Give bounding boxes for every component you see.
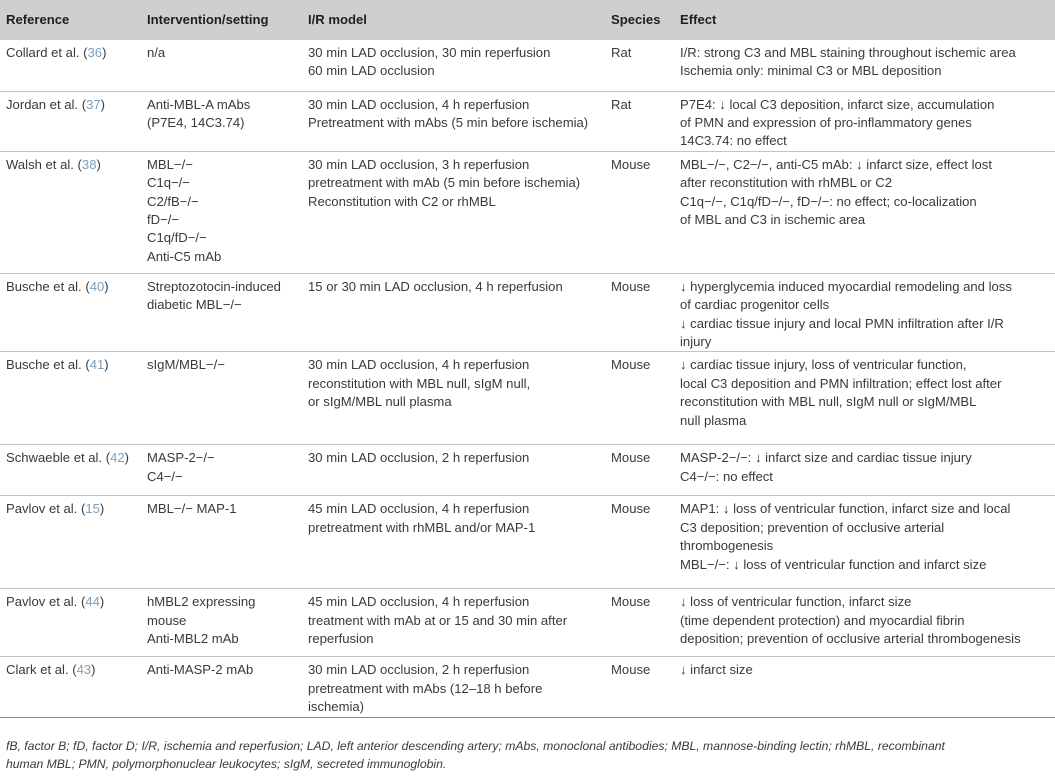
- reference-author: Busche et al.: [6, 357, 82, 373]
- cell-reference: Busche et al. (40): [0, 273, 141, 352]
- cell-effect: [674, 657, 1055, 717]
- cell-effect-line: of MBL and C3 in ischemic area: [680, 211, 866, 227]
- cell-reference: Clark et al. (43): [0, 657, 141, 717]
- cell-effect-line: MBL−/−, C2−/−, anti-C5 mAb: ↓ infarct size, effect lost: [680, 156, 992, 172]
- cell-intervention-line: diabetic MBL−/−: [147, 297, 242, 313]
- reference-author: Schwaeble et al.: [6, 450, 103, 466]
- cell-effect-line: P7E4: ↓ local C3 deposition, infarct size, accumulation: [680, 96, 995, 112]
- cell-ir-model: [302, 91, 605, 151]
- cell-ir-model: [302, 657, 605, 717]
- cell-effect: [674, 273, 1055, 352]
- cell-effect-line: 14C3.74: no effect: [680, 133, 787, 149]
- table-header-row: [0, 0, 1055, 40]
- cell-intervention: [141, 91, 302, 151]
- cell-intervention-line: Anti-MBL-A mAbs: [147, 96, 251, 112]
- cell-intervention-line: MASP-2−/−: [147, 450, 215, 466]
- table-row: [0, 589, 1055, 657]
- cell-ir-model: [302, 273, 605, 352]
- cell-effect-line: local C3 deposition and PMN infiltration; effect lost after: [680, 375, 1002, 391]
- cell-effect-line: injury: [680, 333, 712, 349]
- citation-link[interactable]: 42: [110, 450, 125, 466]
- cell-effect-line: deposition; prevention of occlusive arterial thrombogenesis: [680, 631, 1021, 647]
- cell-ir-model: [302, 445, 605, 496]
- cell-intervention-line: Anti-MASP-2 mAb: [147, 662, 254, 678]
- cell-effect-line: ↓ cardiac tissue injury and local PMN infiltration after I/R: [680, 315, 1004, 331]
- cell-effect-line: C1q−/−, C1q/fD−/−, fD−/−: no effect; co-localization: [680, 193, 977, 209]
- cell-effect: [674, 496, 1055, 589]
- cell-effect-line: MBL−/−: ↓ loss of ventricular function and infarct size: [680, 556, 987, 572]
- cell-ir-model-line: treatment with mAb at or 15 and 30 min after: [308, 612, 568, 628]
- cell-ir-model-line: 30 min LAD occlusion, 4 h reperfusion: [308, 357, 530, 373]
- cell-intervention-line: hMBL2 expressing: [147, 594, 256, 610]
- cell-ir-model-line: 30 min LAD occlusion, 4 h reperfusion: [308, 96, 530, 112]
- cell-effect: [674, 40, 1055, 91]
- cell-intervention-line: fD−/−: [147, 211, 180, 227]
- cell-intervention-line: C1q/fD−/−: [147, 230, 207, 246]
- cell-reference: Pavlov et al. (44): [0, 589, 141, 657]
- cell-effect-line: C4−/−: no effect: [680, 468, 773, 484]
- cell-effect-line: of PMN and expression of pro-inflammatory genes: [680, 114, 972, 130]
- cell-effect-line: MASP-2−/−: ↓ infarct size and cardiac tissue injury: [680, 450, 972, 466]
- cell-intervention-line: Streptozotocin-induced: [147, 278, 281, 294]
- cell-effect-line: ↓ cardiac tissue injury, loss of ventricular function,: [680, 357, 967, 373]
- reference-author: Collard et al.: [6, 45, 80, 60]
- cell-intervention: [141, 445, 302, 496]
- cell-ir-model-line: 30 min LAD occlusion, 3 h reperfusion: [308, 156, 530, 172]
- cell-intervention: [141, 151, 302, 273]
- reference-author: Pavlov et al.: [6, 501, 78, 517]
- cell-reference: Collard et al. (36): [0, 40, 141, 91]
- cell-effect-line: ↓ hyperglycemia induced myocardial remodeling and loss: [680, 278, 1012, 294]
- cell-ir-model-line: pretreatment with mAb (5 min before ischemia): [308, 175, 581, 191]
- cell-ir-model: [302, 151, 605, 273]
- cell-intervention-line: n/a: [147, 45, 166, 60]
- cell-intervention-line: mouse: [147, 612, 187, 628]
- cell-species: Rat: [605, 91, 674, 151]
- cell-intervention: [141, 40, 302, 91]
- citation-link[interactable]: 36: [87, 45, 103, 60]
- cell-intervention-line: (P7E4, 14C3.74): [147, 114, 245, 130]
- cell-species: Mouse: [605, 445, 674, 496]
- cell-ir-model-line: 45 min LAD occlusion, 4 h reperfusion: [308, 501, 530, 517]
- cell-ir-model-line: 30 min LAD occlusion, 2 h reperfusion: [308, 662, 530, 678]
- cell-effect-line: of cardiac progenitor cells: [680, 297, 830, 313]
- cell-effect-line: C3 deposition; prevention of occlusive arterial: [680, 519, 945, 535]
- cell-effect-line: MAP1: ↓ loss of ventricular function, infarct size and local: [680, 501, 1011, 517]
- reference-author: Jordan et al.: [6, 96, 79, 112]
- cell-reference: Busche et al. (41): [0, 352, 141, 445]
- cell-species: Mouse: [605, 589, 674, 657]
- cell-species: Mouse: [605, 151, 674, 273]
- footnote-line: human MBL; PMN, polymorphonuclear leukocytes; sIgM, secreted immunoglobin.: [6, 756, 447, 771]
- citation-link[interactable]: 37: [86, 96, 101, 112]
- table-row: [0, 40, 1055, 91]
- cell-ir-model: [302, 496, 605, 589]
- header-effect: Effect: [680, 11, 717, 27]
- cell-ir-model-line: ischemia): [308, 699, 365, 715]
- reference-author: Pavlov et al.: [6, 594, 78, 610]
- citation-link[interactable]: 44: [85, 594, 100, 610]
- citation-link[interactable]: 15: [85, 501, 100, 517]
- cell-intervention-line: Anti-MBL2 mAb: [147, 631, 239, 647]
- citation-link[interactable]: 40: [89, 278, 105, 294]
- cell-intervention-line: C1q−/−: [147, 175, 190, 191]
- cell-effect-line: ↓ loss of ventricular function, infarct size: [680, 594, 912, 610]
- cell-intervention-line: C4−/−: [147, 468, 183, 484]
- table-footnote: [6, 738, 1046, 773]
- reference-author: Clark et al.: [6, 662, 69, 678]
- cell-reference: Jordan et al. (37): [0, 91, 141, 151]
- cell-reference: Walsh et al. (38): [0, 151, 141, 273]
- table-body: [0, 40, 1055, 717]
- table-row: [0, 445, 1055, 496]
- cell-intervention: [141, 273, 302, 352]
- footnote-line: fB, factor B; fD, factor D; I/R, ischemia and reperfusion; LAD, left anterior descending artery; mAbs, monoclonal antibodies; MBL, mannose-binding lectin; rhMBL, recombinant: [6, 739, 945, 753]
- table-row: [0, 352, 1055, 445]
- cell-effect: [674, 445, 1055, 496]
- cell-intervention-line: C2/fB−/−: [147, 193, 199, 209]
- cell-effect: [674, 352, 1055, 445]
- cell-ir-model-line: pretreatment with rhMBL and/or MAP-1: [308, 519, 536, 535]
- cell-intervention: [141, 589, 302, 657]
- cell-ir-model: [302, 589, 605, 657]
- cell-effect: [674, 91, 1055, 151]
- cell-ir-model-line: or sIgM/MBL null plasma: [308, 394, 452, 410]
- cell-reference: Schwaeble et al. (42): [0, 445, 141, 496]
- citation-link[interactable]: 38: [81, 156, 97, 172]
- cell-effect-line: thrombogenesis: [680, 538, 774, 554]
- cell-effect-line: (time dependent protection) and myocardial fibrin: [680, 612, 965, 628]
- table-row: [0, 273, 1055, 352]
- cell-ir-model-line: reperfusion: [308, 631, 374, 647]
- header-intervention: Intervention/setting: [147, 11, 269, 27]
- cell-ir-model-line: pretreatment with mAbs (12–18 h before: [308, 680, 543, 696]
- cell-ir-model-line: 30 min LAD occlusion, 30 min reperfusion: [308, 45, 551, 60]
- cell-species: Rat: [605, 40, 674, 91]
- table-row: [0, 151, 1055, 273]
- cell-ir-model: [302, 352, 605, 445]
- cell-species: Mouse: [605, 352, 674, 445]
- table-row: [0, 91, 1055, 151]
- cell-effect: [674, 589, 1055, 657]
- cell-intervention-line: Anti-C5 mAb: [147, 248, 222, 264]
- cell-effect-line: null plasma: [680, 412, 747, 428]
- cell-effect-line: after reconstitution with rhMBL or C2: [680, 175, 893, 191]
- cell-species: Mouse: [605, 273, 674, 352]
- reference-author: Walsh et al.: [6, 156, 74, 172]
- cell-effect-line: reconstitution with MBL null, sIgM null or sIgM/MBL: [680, 394, 977, 410]
- cell-species: Mouse: [605, 657, 674, 717]
- header-reference: Reference: [6, 11, 70, 27]
- cell-intervention: [141, 496, 302, 589]
- cell-reference: Pavlov et al. (15): [0, 496, 141, 589]
- cell-intervention-line: sIgM/MBL−/−: [147, 357, 225, 373]
- header-species: Species: [611, 11, 661, 27]
- cell-ir-model-line: reconstitution with MBL null, sIgM null,: [308, 375, 531, 391]
- cell-ir-model-line: Reconstitution with C2 or rhMBL: [308, 193, 496, 209]
- citation-link[interactable]: 41: [89, 357, 105, 373]
- cell-intervention: [141, 657, 302, 717]
- cell-ir-model: [302, 40, 605, 91]
- cell-effect-line: Ischemia only: minimal C3 or MBL deposition: [680, 63, 942, 79]
- cell-intervention-line: MBL−/− MAP-1: [147, 501, 237, 517]
- cell-effect: [674, 151, 1055, 273]
- cell-effect-line: ↓ infarct size: [680, 662, 753, 678]
- cell-effect-line: I/R: strong C3 and MBL staining throughout ischemic area: [680, 45, 1016, 60]
- cell-ir-model-line: 15 or 30 min LAD occlusion, 4 h reperfusion: [308, 278, 563, 294]
- cell-ir-model-line: 45 min LAD occlusion, 4 h reperfusion: [308, 594, 530, 610]
- citation-link[interactable]: 43: [76, 662, 92, 678]
- table-row: [0, 496, 1055, 589]
- table-row: [0, 657, 1055, 717]
- reference-author: Busche et al.: [6, 278, 82, 294]
- cell-ir-model-line: Pretreatment with mAbs (5 min before ischemia): [308, 114, 589, 130]
- cell-intervention-line: MBL−/−: [147, 156, 193, 172]
- cell-species: Mouse: [605, 496, 674, 589]
- cell-ir-model-line: 30 min LAD occlusion, 2 h reperfusion: [308, 450, 530, 466]
- cell-intervention: [141, 352, 302, 445]
- header-ir-model: I/R model: [308, 11, 367, 27]
- cell-ir-model-line: 60 min LAD occlusion: [308, 63, 435, 79]
